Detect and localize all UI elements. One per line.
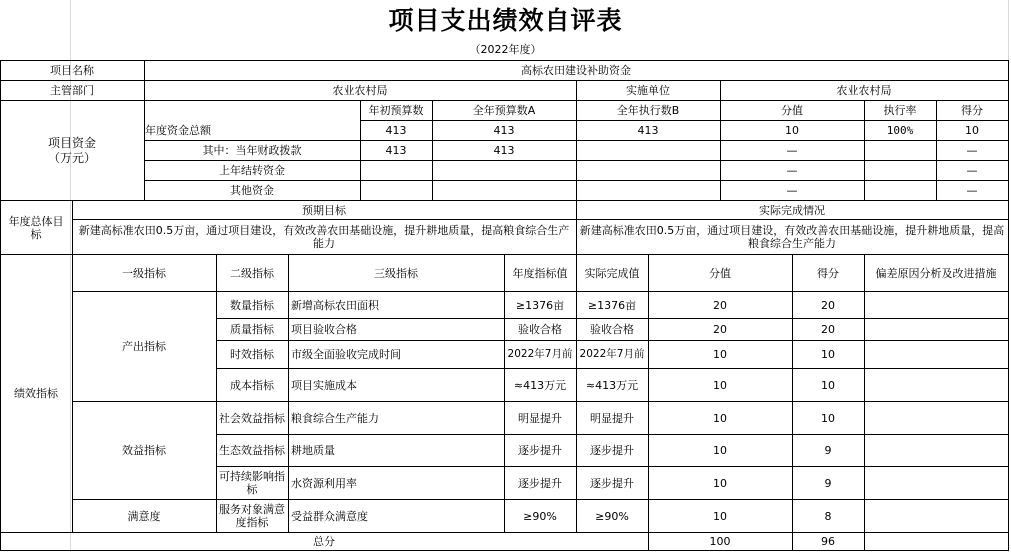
perf-header-actual[interactable]: 实际完成值: [584, 266, 640, 280]
perf-row-weight[interactable]: 20: [713, 323, 727, 336]
funds-header-initial[interactable]: 年初预算数: [368, 104, 424, 117]
total-label[interactable]: 总分: [313, 535, 335, 548]
perf-row-score[interactable]: 8: [824, 509, 832, 523]
funds-row-rate[interactable]: 100%: [886, 124, 914, 137]
perf-row-l2[interactable]: 质量指标: [230, 323, 274, 336]
perf-row-actual[interactable]: 验收合格: [590, 323, 634, 336]
funds-header-annual[interactable]: 全年预算数A: [472, 104, 536, 117]
perf-row-actual[interactable]: 明显提升: [590, 411, 634, 425]
funds-header-score[interactable]: 得分: [961, 104, 983, 117]
funds-header-rate[interactable]: 执行率: [883, 104, 917, 117]
perf-row-l2[interactable]: 成本指标: [230, 378, 274, 392]
impl-label[interactable]: 实施单位: [626, 84, 670, 97]
perf-header-target[interactable]: 年度指标值: [512, 266, 568, 280]
perf-row-actual[interactable]: ≥1376亩: [587, 298, 637, 312]
funds-row-initial[interactable]: 413: [385, 144, 407, 157]
funds-row-annual[interactable]: 413: [493, 124, 515, 137]
perf-row-weight[interactable]: 10: [713, 378, 727, 392]
sheet-year: （2022年度）: [469, 43, 542, 56]
perf-group-output[interactable]: 产出指标: [122, 340, 166, 353]
total-score[interactable]: 96: [821, 535, 835, 548]
funds-header-weight[interactable]: 分值: [781, 104, 803, 117]
perf-row-score[interactable]: 9: [824, 444, 832, 457]
perf-row-actual[interactable]: ≥90%: [595, 509, 629, 523]
perf-header-score[interactable]: 得分: [817, 266, 839, 280]
perf-row-target[interactable]: 2022年7月前: [507, 348, 573, 360]
perf-row-score[interactable]: 20: [821, 323, 835, 336]
perf-row-l3[interactable]: 粮食综合生产能力: [291, 411, 379, 425]
perf-header-weight[interactable]: 分值: [709, 266, 731, 280]
goals-actual-text[interactable]: 新建高标准农田0.5万亩，通过项目建设，有效改善农田基础设施，提升耕地质量，提高粮食综合生产能力: [579, 224, 1005, 250]
funds-row-executed[interactable]: 413: [637, 124, 659, 137]
perf-row-l3[interactable]: 项目验收合格: [291, 323, 357, 336]
funds-row-name[interactable]: 上年结转资金: [219, 164, 285, 177]
perf-row-weight[interactable]: 10: [713, 348, 727, 361]
perf-row-l3[interactable]: 水资源利用率: [291, 476, 357, 490]
funds-row-annual[interactable]: 413: [493, 144, 515, 157]
funds-row-weight[interactable]: 10: [785, 124, 799, 137]
perf-header-level2[interactable]: 二级指标: [230, 266, 274, 280]
funds-row-name[interactable]: 其中：当年财政拨款: [202, 144, 302, 157]
perf-row-actual[interactable]: 2022年7月前: [579, 348, 645, 360]
funds-row-name[interactable]: 其他资金: [230, 184, 274, 197]
perf-group-benefit[interactable]: 效益指标: [122, 444, 166, 457]
perf-row-actual[interactable]: ≈413万元: [585, 378, 639, 392]
perf-row-l2[interactable]: 时效指标: [230, 348, 274, 361]
perf-row-score[interactable]: 10: [821, 378, 835, 392]
perf-row-weight[interactable]: 20: [713, 298, 727, 312]
perf-row-target[interactable]: 逐步提升: [518, 444, 562, 457]
perf-row-l2[interactable]: 社会效益指标: [219, 411, 285, 425]
perf-row-weight[interactable]: 10: [713, 476, 727, 490]
funds-row-score[interactable]: —: [966, 164, 978, 177]
perf-row-target[interactable]: 明显提升: [518, 411, 562, 425]
perf-row-l3[interactable]: 项目实施成本: [291, 378, 357, 392]
goals-expected-label[interactable]: 预期目标: [302, 203, 346, 217]
perf-row-l2[interactable]: 可持续影响指标: [219, 470, 285, 496]
perf-group-satisfaction[interactable]: 满意度: [127, 509, 161, 523]
funds-label[interactable]: 项目资金 （万元）: [47, 135, 96, 165]
perf-header-level1[interactable]: 一级指标: [122, 266, 166, 280]
funds-row-score[interactable]: —: [966, 144, 978, 157]
project-name-value[interactable]: 高标农田建设补助资金: [521, 64, 631, 77]
perf-row-actual[interactable]: 逐步提升: [590, 444, 634, 457]
perf-row-target[interactable]: ≈413万元: [513, 378, 567, 392]
perf-row-score[interactable]: 10: [821, 348, 835, 361]
funds-header-executed[interactable]: 全年执行数B: [616, 104, 680, 117]
perf-row-target[interactable]: ≥90%: [523, 509, 557, 523]
perf-row-l2[interactable]: 数量指标: [230, 298, 274, 312]
goals-label[interactable]: 年度总体目标: [8, 214, 64, 241]
funds-row-weight[interactable]: —: [786, 184, 798, 197]
perf-row-target[interactable]: ≥1376亩: [515, 298, 565, 312]
perf-row-weight[interactable]: 10: [713, 444, 727, 457]
perf-row-score[interactable]: 10: [821, 411, 835, 425]
perf-row-score[interactable]: 9: [824, 476, 832, 490]
perf-row-score[interactable]: 20: [821, 298, 835, 312]
perf-row-l3[interactable]: 受益群众满意度: [291, 509, 368, 523]
funds-row-initial[interactable]: 413: [385, 124, 407, 137]
perf-row-l3[interactable]: 市级全面验收完成时间: [291, 348, 401, 361]
perf-row-l3[interactable]: 新增高标农田面积: [291, 298, 379, 312]
perf-row-l2[interactable]: 服务对象满意度指标: [219, 503, 285, 529]
dept-label[interactable]: 主管部门: [50, 84, 94, 97]
goals-actual-label[interactable]: 实际完成情况: [759, 203, 825, 217]
funds-row-weight[interactable]: —: [786, 164, 798, 177]
impl-value[interactable]: 农业农村局: [836, 84, 892, 97]
project-name-label[interactable]: 项目名称: [50, 64, 94, 77]
total-weight[interactable]: 100: [709, 535, 731, 548]
funds-row-name[interactable]: 年度资金总额: [145, 124, 211, 137]
perf-row-weight[interactable]: 10: [713, 411, 727, 425]
perf-header-analysis[interactable]: 偏差原因分析及改进措施: [875, 266, 997, 280]
funds-row-score[interactable]: 10: [965, 124, 979, 137]
funds-row-score[interactable]: —: [966, 184, 978, 197]
performance-label[interactable]: 绩效指标: [14, 387, 58, 400]
perf-header-level3[interactable]: 三级指标: [374, 266, 418, 280]
dept-value[interactable]: 农业农村局: [332, 84, 388, 97]
perf-row-target[interactable]: 逐步提升: [518, 476, 562, 490]
sheet-title: 项目支出绩效自评表: [388, 6, 623, 35]
perf-row-target[interactable]: 验收合格: [518, 323, 562, 336]
perf-row-weight[interactable]: 10: [713, 509, 727, 523]
perf-row-actual[interactable]: 逐步提升: [590, 476, 634, 490]
perf-row-l2[interactable]: 生态效益指标: [219, 444, 285, 457]
goals-expected-text[interactable]: 新建高标准农田0.5万亩，通过项目建设，有效改善农田基础设施，提升耕地质量，提高粮食综合生产能力: [78, 224, 570, 250]
perf-row-l3[interactable]: 耕地质量: [291, 444, 335, 457]
funds-row-weight[interactable]: —: [786, 144, 798, 157]
